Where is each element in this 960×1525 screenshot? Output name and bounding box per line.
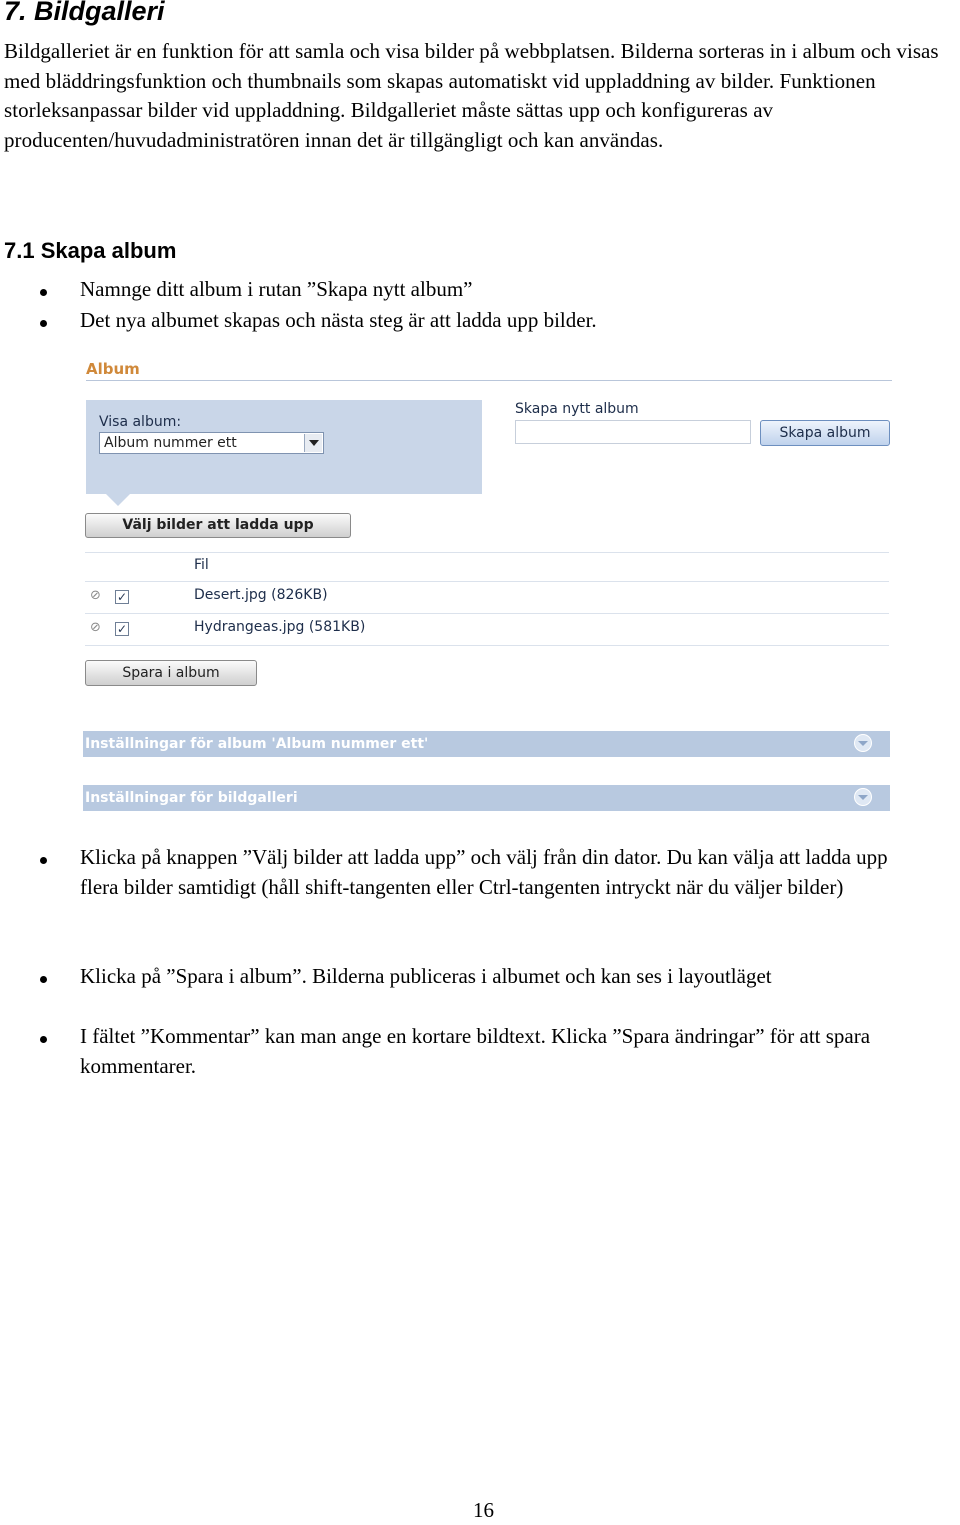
page-number: 16 xyxy=(473,1498,494,1522)
file-table xyxy=(85,552,889,646)
gallery-settings-label: Inställningar för bildgalleri xyxy=(85,790,298,806)
bullet-dot xyxy=(40,289,50,299)
page-title: 7. Bildgalleri xyxy=(4,0,165,26)
bullet-text: Namnge ditt album i rutan ”Skapa nytt album” xyxy=(80,277,473,301)
file-name: Desert.jpg (826KB) xyxy=(194,587,328,603)
album-settings-label: Inställningar för album 'Album nummer ett' xyxy=(85,736,429,752)
expand-icon[interactable] xyxy=(854,788,872,806)
album-settings-bar[interactable] xyxy=(83,731,890,757)
paperclip-icon: ⊘ xyxy=(90,620,101,635)
bullet-dot xyxy=(40,320,50,330)
file-checkbox[interactable]: ✓ xyxy=(116,622,128,636)
save-to-album-button[interactable]: Spara i album xyxy=(85,660,257,686)
paperclip-icon: ⊘ xyxy=(90,588,101,603)
bullet-dot xyxy=(40,976,50,986)
new-album-input[interactable] xyxy=(515,420,751,444)
album-select-value: Album nummer ett xyxy=(104,435,237,451)
bullet-text: Det nya albumet skapas och nästa steg är att ladda upp bilder. xyxy=(80,308,597,332)
visa-album-label: Visa album: xyxy=(99,414,182,430)
bullet-text: Klicka på knappen ”Välj bilder att ladda upp” och välj från din dator. Du kan välja att ladda upp flera bilder samtidigt (håll shift-tangenten eller Ctrl-tangenten intryckt när du väljer bilder) xyxy=(80,845,888,899)
panel-pointer xyxy=(106,494,130,506)
gallery-settings-bar[interactable] xyxy=(83,785,890,811)
divider xyxy=(86,380,892,381)
table-header xyxy=(85,552,889,582)
chevron-down-icon[interactable] xyxy=(304,434,322,452)
album-screenshot xyxy=(80,356,895,816)
table-row xyxy=(85,582,889,614)
skapa-album-button[interactable]: Skapa album xyxy=(760,420,890,446)
bullet-text: Klicka på ”Spara i album”. Bilderna publiceras i albumet och kan ses i layoutläget xyxy=(80,964,772,988)
skapa-nytt-album-label: Skapa nytt album xyxy=(515,401,639,417)
file-checkbox[interactable]: ✓ xyxy=(116,590,128,604)
bullet-dot xyxy=(40,857,50,867)
album-select[interactable] xyxy=(99,432,324,454)
expand-icon[interactable] xyxy=(854,734,872,752)
bullet-text: I fältet ”Kommentar” kan man ange en kortare bildtext. Klicka ”Spara ändringar” för att spara kommentarer. xyxy=(80,1024,871,1078)
file-name: Hydrangeas.jpg (581KB) xyxy=(194,619,366,635)
upload-images-button[interactable]: Välj bilder att ladda upp xyxy=(85,513,351,538)
intro-paragraph: Bildgalleriet är en funktion för att samla och visa bilder på webbplatsen. Bilderna sorteras in i album och visas med bläddringsfunktion och thumbnails som skapas automatiskt vid uppladdning av bilder. Funktionen storleksanpassar bilder vid uppladdning. Bildgalleriet måste sättas upp och konfigureras av producenten/huvudadministratören innan det är tillgängligt och kan användas. xyxy=(4,39,939,152)
section-heading: 7.1 Skapa album xyxy=(4,238,177,263)
file-column-header: Fil xyxy=(194,557,209,573)
bullet-dot xyxy=(40,1036,50,1046)
table-row xyxy=(85,614,889,646)
album-heading: Album xyxy=(86,360,140,378)
